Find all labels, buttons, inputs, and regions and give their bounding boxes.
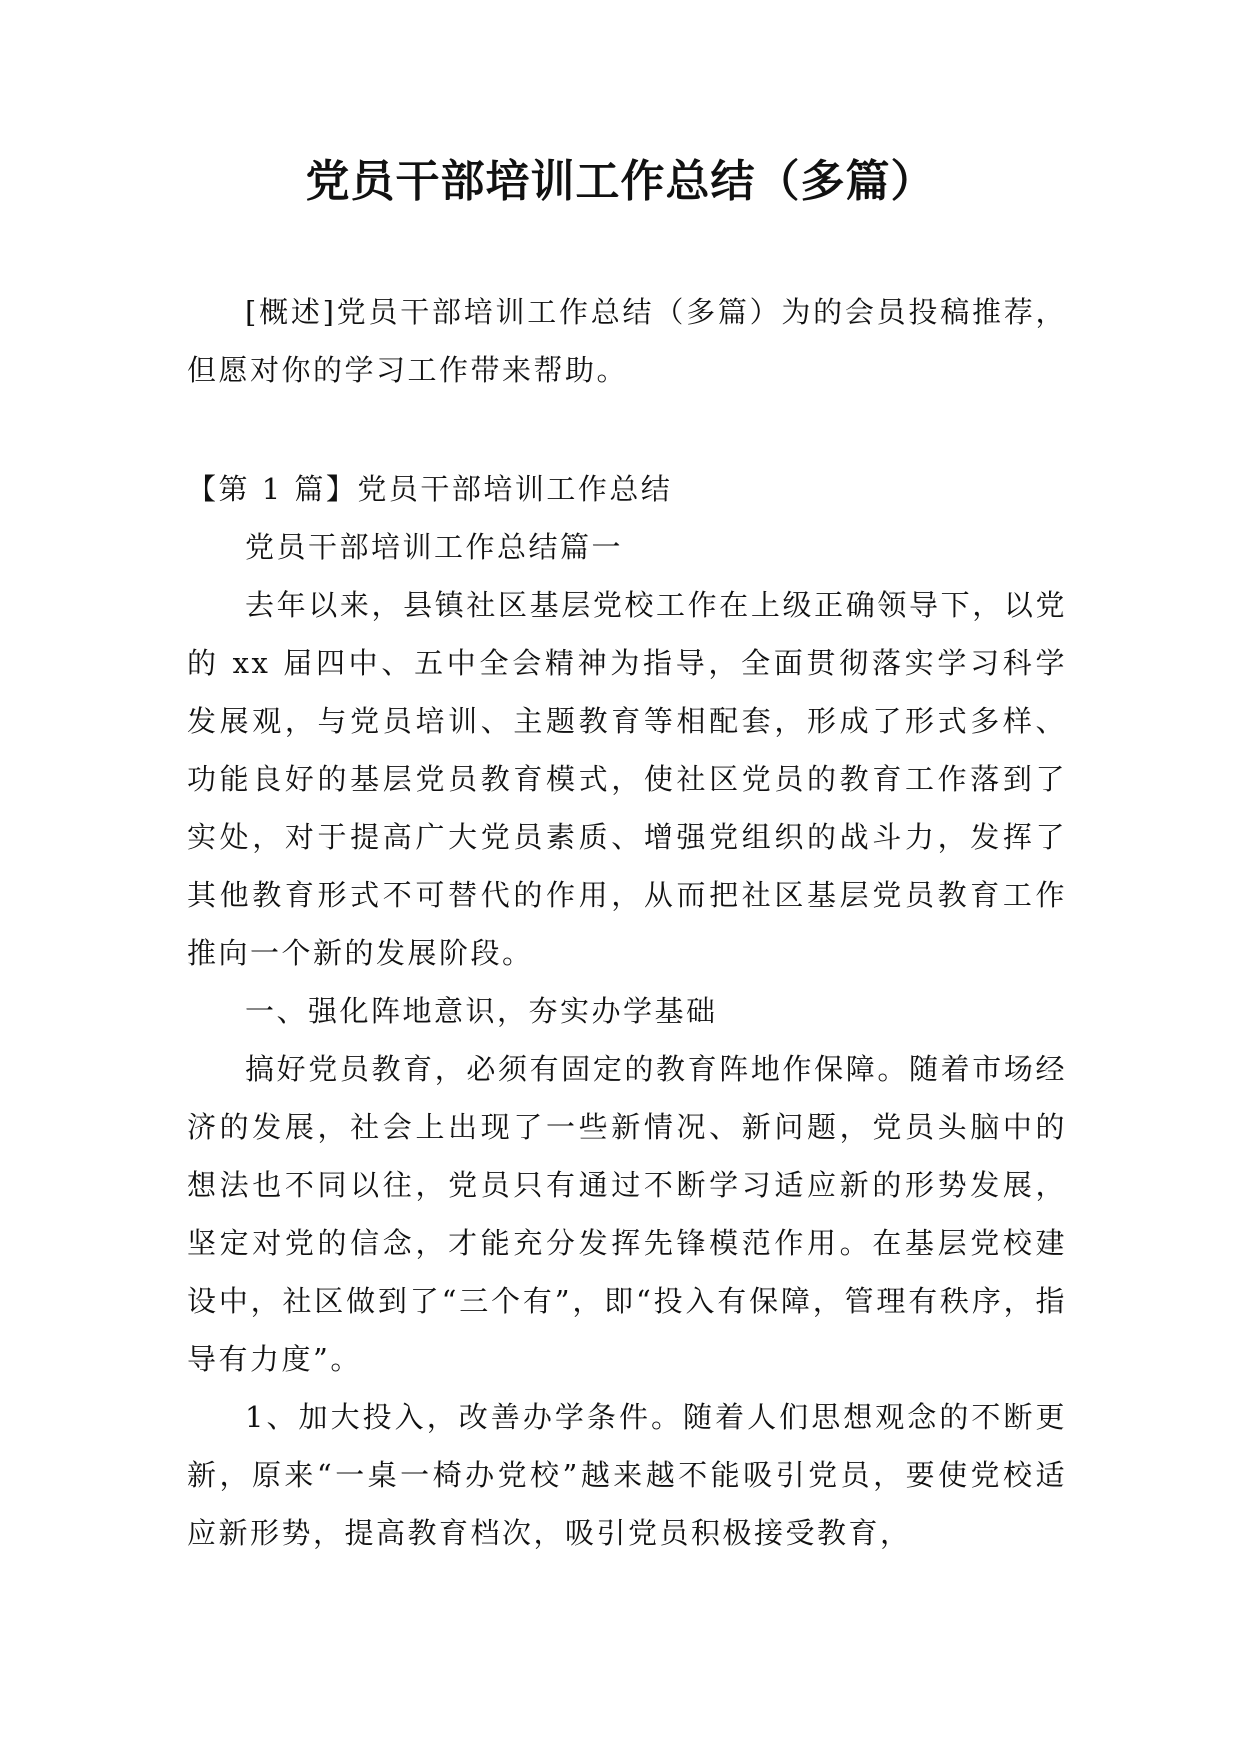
document-title: 党员干部培训工作总结（多篇） — [305, 156, 936, 207]
article-heading: 【第 1 篇】党员干部培训工作总结 — [187, 472, 673, 506]
section-heading-1: 一、强化阵地意识，夯实办学基础 — [245, 994, 718, 1028]
article-subheading: 党员干部培训工作总结篇一 — [245, 530, 624, 564]
article-section — [187, 460, 1067, 1562]
body-paragraph-intro: 去年以来，县镇社区基层党校工作在上级正确领导下，以党的 xx 届四中、五中全会精神为指导，全面贯彻落实学习科学发展观，与党员培训、主题教育等相配套，形成了形式多样、功能良好的基层党员教育模式，使社区党员的教育工作落到了实处，对于提高广大党员素质、增强党组织的战斗力，发挥了其他教育形式不可替代的作用，从而把社区基层党员教育工作推向一个新的发展阶段。 — [187, 588, 1067, 970]
summary-paragraph: [概述]党员干部培训工作总结（多篇）为的会员投稿推荐，但愿对你的学习工作带来帮助。 — [187, 295, 1067, 387]
body-paragraph-education-base: 搞好党员教育，必须有固定的教育阵地作保障。随着市场经济的发展，社会上出现了一些新情况、新问题，党员头脑中的想法也不同以往，党员只有通过不断学习适应新的形势发展，坚定对党的信念，才能充分发挥先锋模范作用。在基层党校建设中，社区做到了“三个有”，即“投入有保障，管理有秩序，指导有力度”。 — [187, 1052, 1067, 1376]
summary-section — [187, 283, 1067, 399]
body-paragraph-investment: 1、加大投入，改善办学条件。随着人们思想观念的不断更新，原来“一桌一椅办党校”越来越不能吸引党员，要使党校适应新形势，提高教育档次，吸引党员积极接受教育， — [187, 1400, 1067, 1550]
